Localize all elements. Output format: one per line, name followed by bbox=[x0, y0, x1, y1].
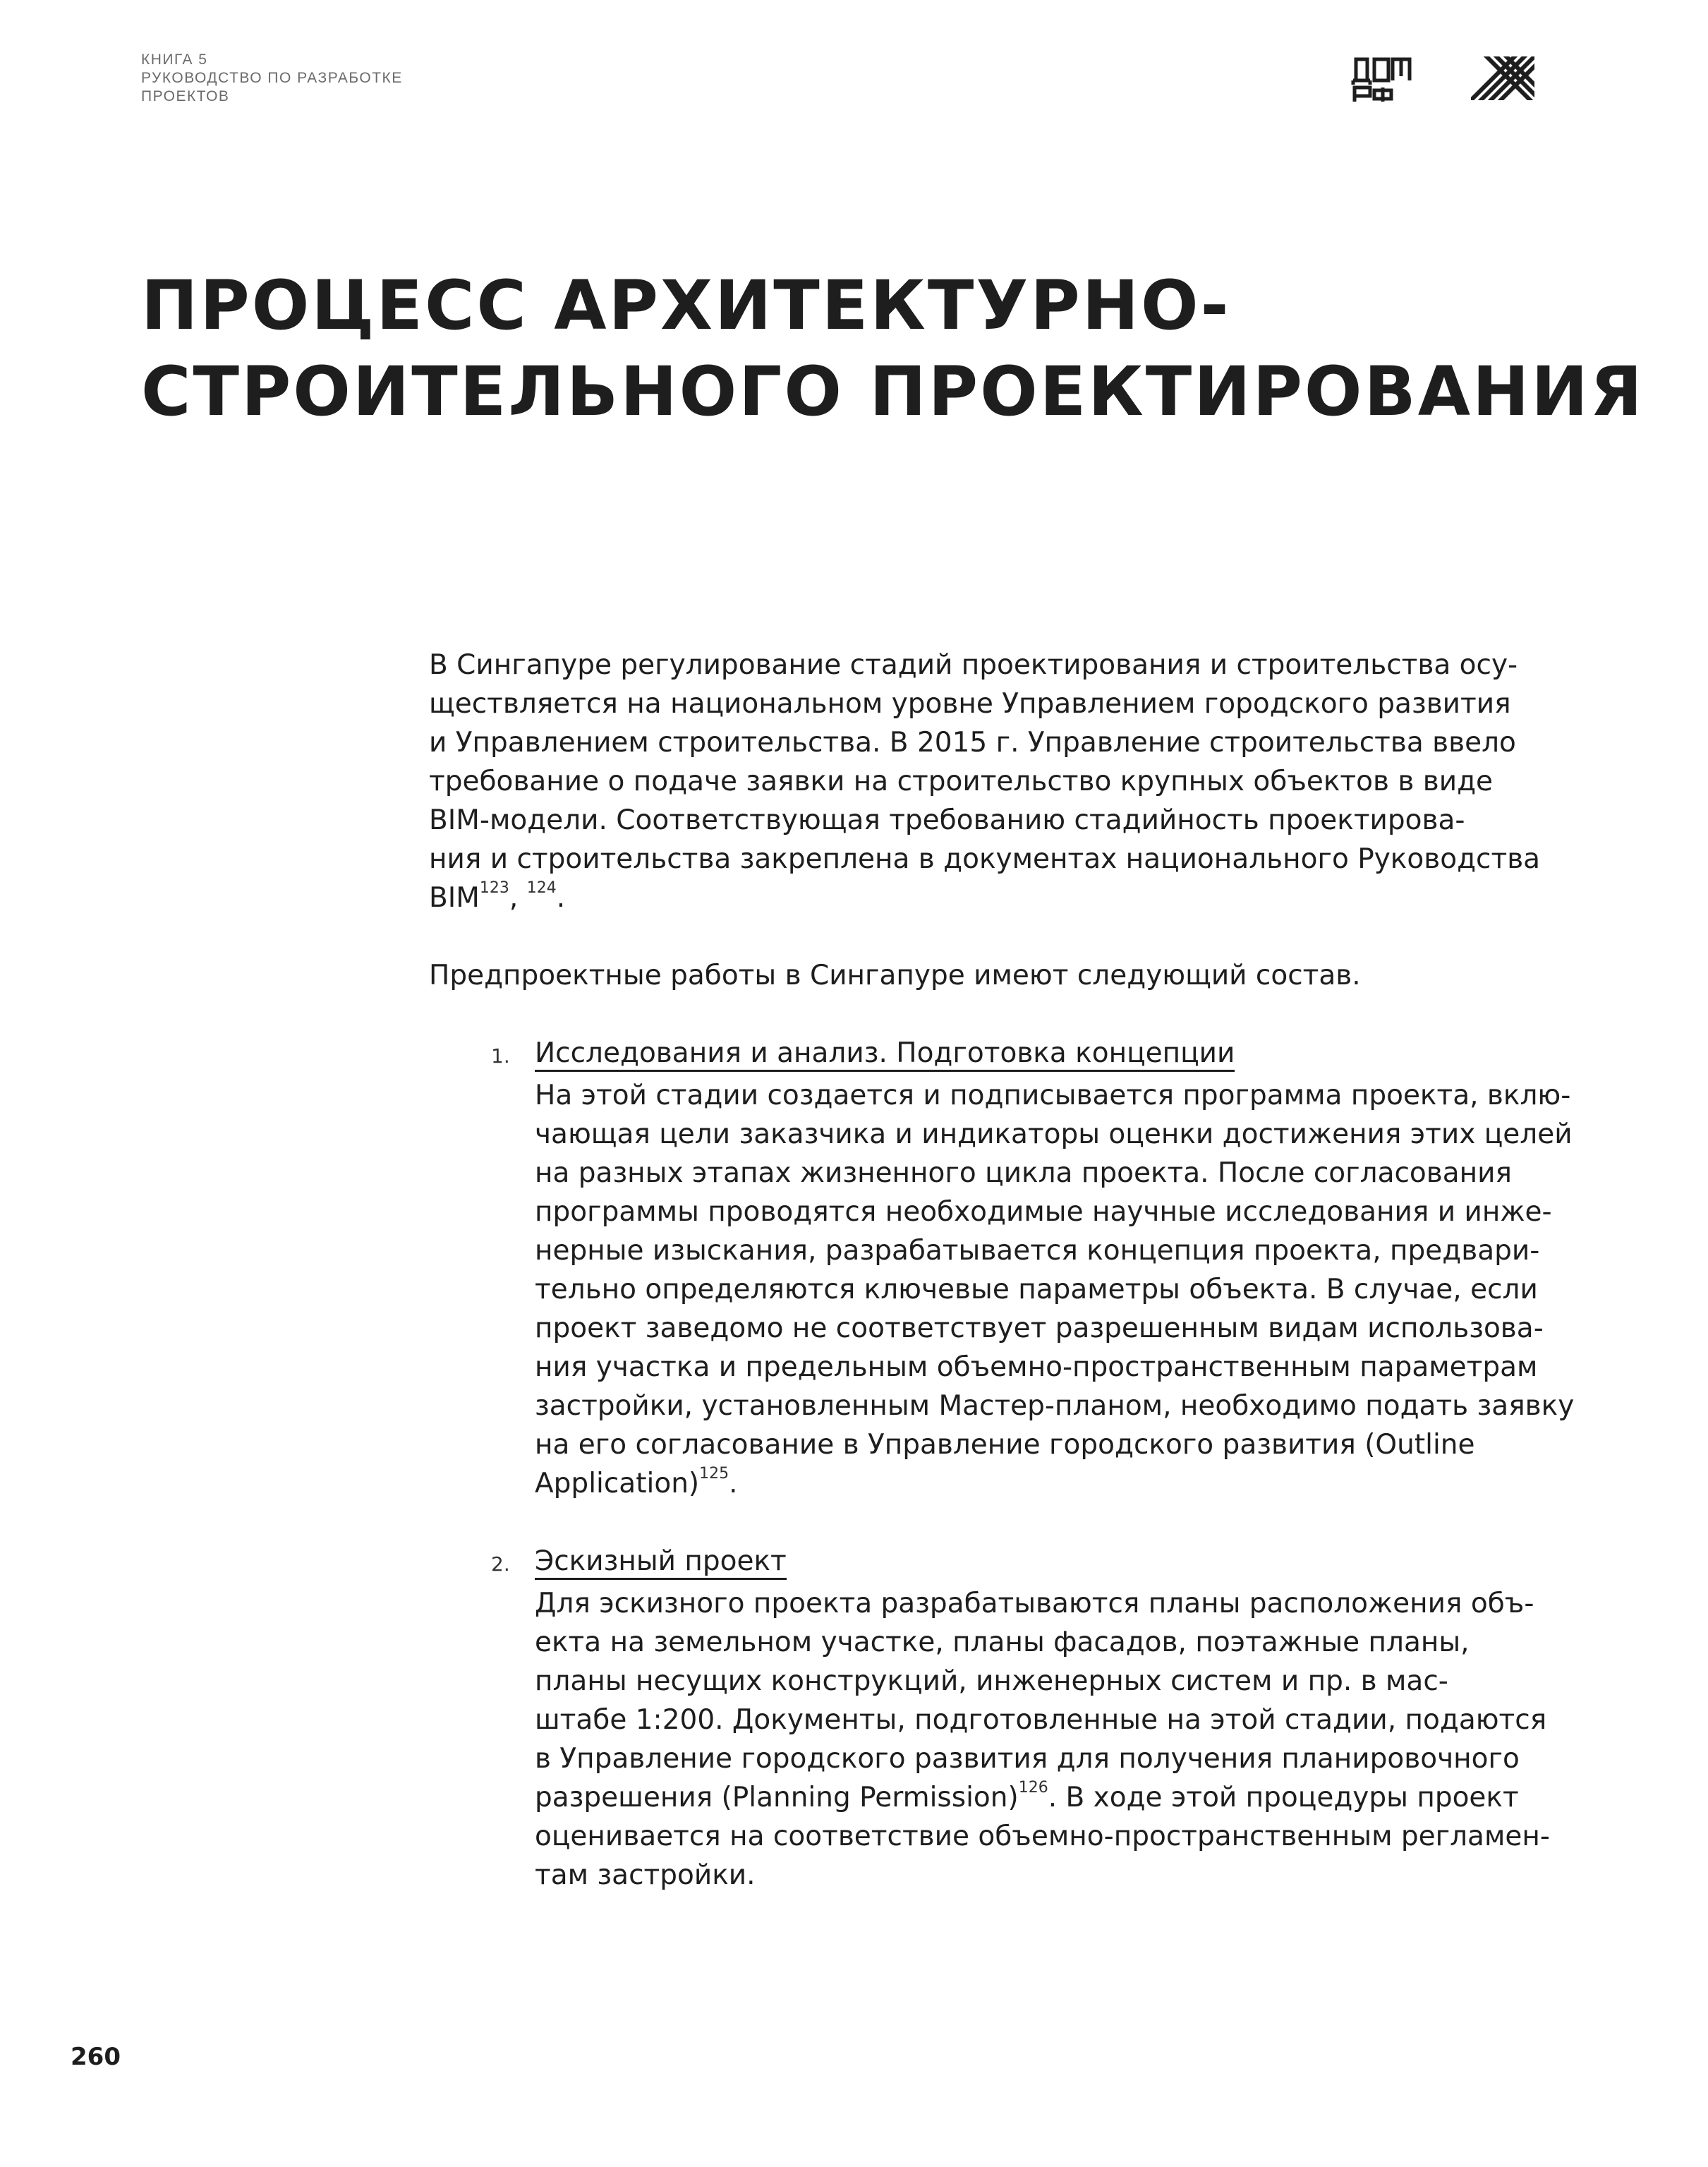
text-line-with-ref bbox=[535, 1778, 1544, 1817]
text-line: на разных этапах жизненного цикла проекта. После согласования bbox=[535, 1157, 1512, 1189]
text-line-with-refs bbox=[429, 879, 1544, 917]
text-fragment: . В ходе этой процедуры проект bbox=[1048, 1782, 1519, 1813]
running-head bbox=[141, 51, 403, 106]
diagonal-pattern-logo-icon bbox=[1471, 56, 1534, 100]
stage-number: 2. bbox=[491, 1552, 510, 1576]
text-line: чающая цели заказчика и индикаторы оценки достижения этих целей bbox=[535, 1118, 1573, 1150]
page-number: 260 bbox=[71, 2043, 121, 2071]
text-line: ния и строительства закреплена в документах национального Руководства bbox=[429, 843, 1541, 875]
footnote-ref-125[interactable]: 125 bbox=[699, 1465, 729, 1483]
text-line: на его согласование в Управление городского развития (Outline bbox=[535, 1429, 1475, 1461]
text-line: екта на земельном участке, планы фасадов, поэтажные планы, bbox=[535, 1626, 1470, 1658]
text-fragment: Application) bbox=[535, 1468, 700, 1499]
series-title-line-2: ПРОЕКТОВ bbox=[141, 88, 230, 104]
text-line: и Управлением строительства. В 2015 г. Управление строительства ввело bbox=[429, 727, 1516, 759]
text-fragment: . bbox=[729, 1468, 738, 1499]
stage-number: 1. bbox=[491, 1044, 510, 1068]
text-line: оценивается на соответствие объемно-пространственным регламен- bbox=[535, 1821, 1550, 1852]
footnote-ref-123[interactable]: 123 bbox=[479, 879, 509, 897]
footnote-ref-124[interactable]: 124 bbox=[526, 879, 557, 897]
body-text bbox=[429, 646, 1575, 1895]
ref-separator: , bbox=[509, 882, 527, 914]
text-line: штабе 1:200. Документы, подготовленные на этой стадии, подаются bbox=[535, 1704, 1547, 1736]
text-fragment: . bbox=[556, 882, 566, 914]
text-line: застройки, установленным Мастер-планом, необходимо подать заявку bbox=[535, 1390, 1575, 1422]
text-line: программы проводятся необходимые научные исследования и инже- bbox=[535, 1196, 1552, 1228]
text-line: Предпроектные работы в Сингапуре имеют следующий состав. bbox=[429, 960, 1361, 991]
list-intro-paragraph bbox=[429, 956, 1544, 995]
page-title-line-1: ПРОЦЕСС АРХИТЕКТУРНО- bbox=[141, 266, 1231, 345]
dom-rf-logo-icon bbox=[1351, 55, 1412, 103]
text-line: там застройки. bbox=[535, 1859, 756, 1891]
stages-list bbox=[429, 1034, 1575, 1895]
text-fragment: разрешения (Planning Permission) bbox=[535, 1782, 1019, 1813]
text-line-with-ref bbox=[535, 1464, 1544, 1503]
text-line: требование о подаче заявки на строительство крупных объектов в виде bbox=[429, 766, 1494, 797]
text-line: BIM-модели. Соответствующая требованию стадийность проектирова- bbox=[429, 804, 1465, 836]
text-line: В Сингапуре регулирование стадий проектирования и строительства осу- bbox=[429, 649, 1518, 681]
footnote-ref-126[interactable]: 126 bbox=[1018, 1779, 1048, 1797]
page-title-line-2: СТРОИТЕЛЬНОГО ПРОЕКТИРОВАНИЯ bbox=[141, 352, 1645, 431]
page-title bbox=[141, 262, 1645, 435]
text-line: проект заведомо не соответствует разрешенным видам использова- bbox=[535, 1312, 1544, 1344]
intro-paragraph bbox=[429, 646, 1544, 917]
text-line: Для эскизного проекта разрабатываются планы расположения объ- bbox=[535, 1588, 1534, 1619]
text-line: планы несущих конструкций, инженерных систем и пр. в мас- bbox=[535, 1665, 1448, 1697]
stage-item bbox=[429, 1034, 1575, 1503]
stage-title: Исследования и анализ. Подготовка концепции bbox=[535, 1037, 1235, 1072]
series-title-line-1: РУКОВОДСТВО ПО РАЗРАБОТКЕ bbox=[141, 70, 403, 86]
text-line: ния участка и предельным объемно-пространственным параметрам bbox=[535, 1351, 1538, 1383]
text-line: нерные изыскания, разрабатывается концепция проекта, предвари- bbox=[535, 1235, 1540, 1267]
book-number: КНИГА 5 bbox=[141, 52, 208, 68]
stage-title: Эскизный проект bbox=[535, 1545, 787, 1580]
text-line: тельно определяются ключевые параметры объекта. В случае, если bbox=[535, 1274, 1538, 1305]
text-line: На этой стадии создается и подписывается программа проекта, вклю- bbox=[535, 1080, 1571, 1111]
text-line: в Управление городского развития для получения планировочного bbox=[535, 1743, 1520, 1775]
text-line: ществляется на национальном уровне Управлением городского развития bbox=[429, 688, 1511, 720]
stage-item bbox=[429, 1542, 1550, 1895]
text-fragment: BIM bbox=[429, 882, 480, 914]
